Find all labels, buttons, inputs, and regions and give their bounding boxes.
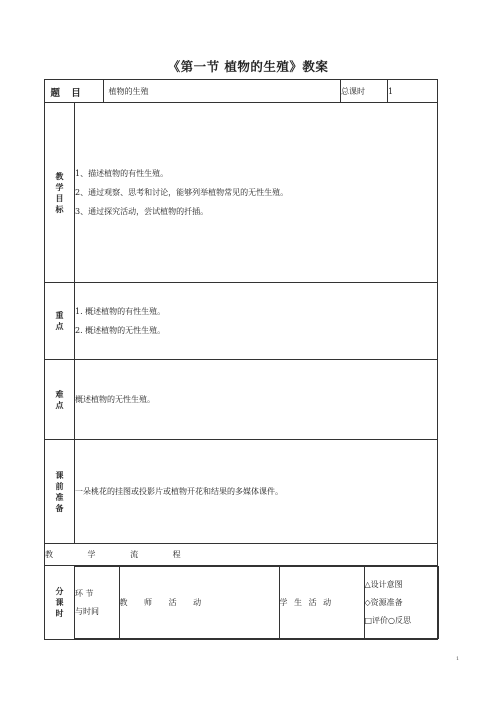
- page-number: 1: [456, 656, 460, 662]
- topic-value: 植物的生殖: [108, 87, 149, 96]
- flow-word: 学: [87, 550, 97, 559]
- objectives-label-char: 学: [55, 182, 64, 192]
- preparation-item: 一朵桃花的挂图或投影片或植物开花和结果的多媒体课件。: [75, 487, 283, 496]
- schedule-header-row: [45, 566, 438, 640]
- difficult-points-label-char: 难: [55, 389, 64, 399]
- note-line: □评价○反思: [364, 615, 412, 625]
- lesson-plan-table: [44, 79, 438, 640]
- key-points-label-char: 点: [55, 322, 64, 331]
- key-points-label: [45, 283, 75, 360]
- flow-row: [45, 544, 438, 566]
- preparation-label: [45, 440, 75, 544]
- objective-item: 1、描述植物的有性生殖。: [75, 169, 169, 178]
- difficult-points-content: [75, 360, 438, 440]
- flow-word: 程: [172, 550, 182, 559]
- objectives-label: [45, 103, 75, 283]
- topic-row: [45, 80, 438, 103]
- flow-heading: [45, 544, 438, 566]
- preparation-label-char: 准: [55, 492, 64, 502]
- key-point-item: 2. 概述植物的无性生殖。: [75, 326, 166, 335]
- objective-item: 3、通过探究活动，尝试植物的扦插。: [75, 207, 209, 216]
- preparation-label-char: 备: [55, 503, 64, 513]
- schedule-label: [45, 566, 75, 640]
- preparation-content: [75, 440, 438, 544]
- hours-label: 总课时: [341, 80, 388, 103]
- schedule-label-char: 时: [55, 609, 64, 618]
- difficult-points-label: [45, 360, 75, 440]
- schedule-label-char: 分: [55, 587, 64, 596]
- flow-word: 流: [130, 550, 140, 559]
- stage-time-header: [75, 567, 119, 639]
- schedule-header-inner: [75, 566, 439, 639]
- student-activity-header: 学 生 活 动: [279, 567, 364, 639]
- key-points-content: [75, 283, 438, 360]
- objectives-content: [75, 103, 438, 283]
- schedule-label-char: 课: [55, 598, 64, 607]
- difficult-points-label-char: 点: [55, 400, 64, 410]
- stage-time-line: 环 节: [75, 588, 94, 598]
- preparation-row: [45, 440, 438, 544]
- topic-label: 题 目: [50, 88, 85, 99]
- page-title: 《第一节 植物的生殖》教案: [167, 59, 329, 74]
- difficult-point-item: 概述植物的无性生殖。: [75, 395, 155, 404]
- objectives-row: [45, 103, 438, 283]
- stage-time-line: 与时间: [75, 606, 99, 616]
- flow-word: 教: [45, 550, 54, 559]
- key-points-row: [45, 283, 438, 360]
- preparation-label-char: 课: [55, 470, 64, 480]
- topic-value-cell: [50, 80, 341, 103]
- difficult-points-row: [45, 360, 438, 440]
- teacher-activity-header: 教 师 活 动: [119, 567, 279, 639]
- preparation-label-char: 前: [55, 481, 64, 491]
- key-points-label-char: 重: [55, 311, 64, 320]
- objective-item: 2、通过观察、思考和讨论，能够列举植物常见的无性生殖。: [75, 188, 289, 197]
- schedule-header-cells: [75, 566, 438, 640]
- hours-value: 1: [388, 80, 438, 103]
- note-line: ◇资源准备: [364, 597, 403, 607]
- objectives-label-char: 教: [55, 171, 64, 181]
- key-point-item: 1. 概述植物的有性生殖。: [75, 307, 166, 316]
- notes-header: [364, 567, 438, 639]
- note-line: △设计意图: [364, 579, 403, 589]
- objectives-label-char: 标: [55, 204, 64, 214]
- objectives-label-char: 目: [55, 193, 64, 203]
